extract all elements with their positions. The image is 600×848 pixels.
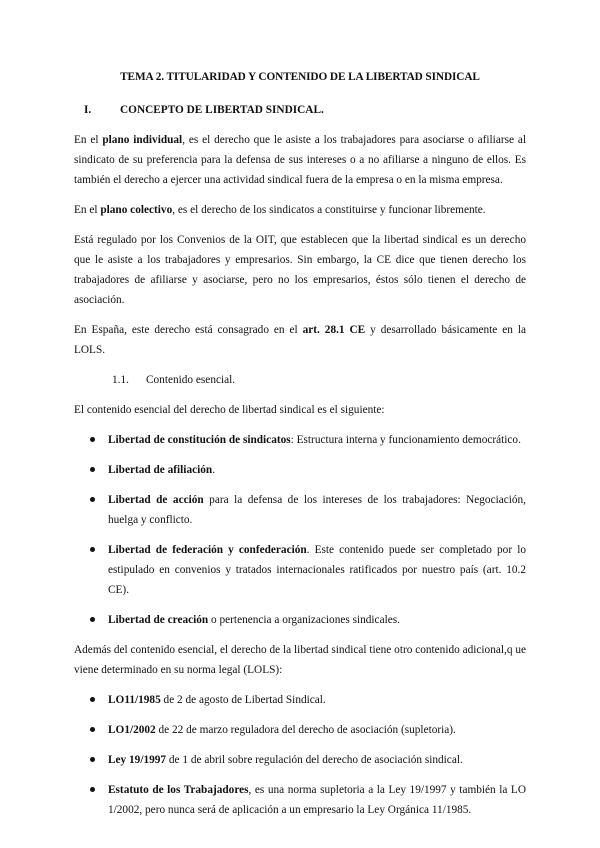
text: o pertenencia a organizaciones sindicales. (208, 614, 400, 626)
bold-term: plano colectivo (100, 204, 173, 216)
bold-term: LO11/1985 (108, 694, 161, 706)
text: de 1 de abril sobre regulación del derecho de asociación sindical. (166, 754, 463, 766)
text: En España, este derecho está consagrado en el (74, 324, 303, 336)
paragraph-plano-individual (74, 130, 526, 190)
subsection-label: Contenido esencial. (146, 374, 236, 386)
bold-term: Estatuto de los Trabajadores (108, 784, 249, 796)
list-normas-legales (74, 690, 526, 820)
bold-term: Libertad de creación (108, 614, 209, 626)
text: . (212, 464, 216, 476)
list-item (74, 460, 526, 480)
bullet-icon (90, 787, 95, 792)
list-item (74, 430, 526, 450)
text: para la defensa de los intereses de los trabajadores: Negociación, huelga y conflicto. (108, 494, 527, 526)
text: de 2 de agosto de Libertad Sindical. (160, 694, 326, 706)
paragraph-plano-colectivo (74, 200, 526, 220)
list-contenido-esencial (74, 430, 526, 630)
paragraph-oit: Está regulado por los Convenios de la OIT, que establecen que la libertad sindical es un derecho que le asiste a los trabajadores y empresarios. Sin embargo, la CE dice que tienen derecho los trabajadores de afiliarse y asociarse, pero no los empresarios, éstos sólo tienen el derecho de asociación. (74, 234, 526, 306)
list-item (74, 690, 526, 710)
bullet-icon (90, 617, 95, 622)
list-item (74, 540, 526, 600)
section-number: I. (84, 104, 92, 116)
text: , es el derecho que le asiste a los trabajadores para asociarse o afiliarse al sindicato de su preferencia para la defensa de sus intereses o a no afiliarse a ninguno de ellos. Es también el derecho a ejercer una actividad sindical fuera de la empresa o en la misma empresa. (74, 134, 526, 186)
list-item (74, 750, 526, 770)
bullet-icon (90, 467, 95, 472)
bold-term: Libertad de afiliación (108, 464, 213, 476)
document-title: TEMA 2. TITULARIDAD Y CONTENIDO DE LA LIBERTAD SINDICAL (120, 71, 480, 83)
list-item (74, 780, 526, 820)
bullet-icon (90, 437, 95, 442)
text: , es el derecho de los sindicatos a constituirse y funcionar libremente. (172, 204, 486, 216)
bold-term: art. 28.1 CE (302, 324, 366, 336)
paragraph-espana (74, 320, 526, 360)
bold-term: Libertad de acción (108, 494, 204, 506)
paragraph-contenido-esencial: El contenido esencial del derecho de libertad sindical es el siguiente: (74, 404, 385, 416)
subsection-number: 1.1. (112, 374, 129, 386)
list-item (74, 490, 526, 530)
bold-term: LO1/2002 (108, 724, 156, 736)
bullet-icon (90, 727, 95, 732)
bold-term: plano individual (102, 134, 183, 146)
text: . Este contenido puede ser completado por lo estipulado en convenios y tratados internacionales ratificados por nuestro país (art. 10.2 CE). (108, 544, 526, 596)
text: En el (74, 134, 103, 146)
text: , es una norma supletoria a la Ley 19/1997 y también la LO 1/2002, pero nunca será de aplicación a un empresario la Ley Orgánica 11/1985. (108, 784, 526, 816)
bold-term: Libertad de federación y confederación (108, 544, 307, 556)
document-page (74, 67, 526, 820)
text: En el (74, 204, 101, 216)
text: de 22 de marzo reguladora del derecho de asociación (supletoria). (155, 724, 456, 736)
paragraph-contenido-adicional: Además del contenido esencial, el derecho de la libertad sindical tiene otro contenido adicional,q ue viene determinado en su norma legal (LOLS): (74, 644, 526, 676)
text: y desarrollado básicamente en la LOLS. (74, 324, 526, 356)
section-label: CONCEPTO DE LIBERTAD SINDICAL. (120, 104, 324, 116)
bullet-icon (90, 547, 95, 552)
bold-term: Ley 19/1997 (108, 754, 167, 766)
bullet-icon (90, 697, 95, 702)
bullet-icon (90, 497, 95, 502)
subsection-heading-1-1 (74, 370, 526, 390)
list-item (74, 720, 526, 740)
bullet-icon (90, 757, 95, 762)
bold-term: Libertad de constitución de sindicatos (108, 434, 291, 446)
text: : Estructura interna y funcionamiento democrático. (290, 434, 521, 446)
list-item (74, 610, 526, 630)
section-heading-1 (74, 100, 526, 120)
